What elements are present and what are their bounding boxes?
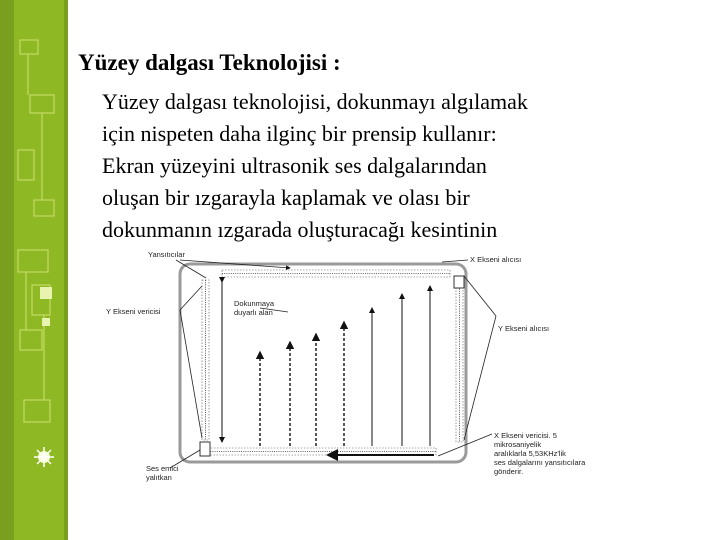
label-sound-absorber-line: yalıtkan — [146, 473, 172, 482]
label-touch-area-line: Dokunmaya — [234, 299, 275, 308]
slide-title: Yüzey dalgası Teknolojisi : — [78, 50, 341, 75]
label-x-transmitter-line: gönderir. — [494, 467, 524, 476]
label-sound-absorber-line: Ses emici — [146, 464, 179, 473]
label-x-receiver: X Ekseni alıcısı — [470, 255, 522, 264]
x-receiver — [454, 276, 464, 288]
label-touch-area-line: duyarlı alan — [234, 308, 273, 317]
body-line: oluşan bir ızgarayla kaplamak ve olası bir — [102, 185, 470, 210]
saw-diagram — [92, 246, 586, 490]
sparkle-icon — [34, 447, 54, 467]
body-line: için nispeten daha ilginç bir prensip kullanır: — [102, 121, 497, 146]
label-reflectors: Yansıtıcılar — [148, 250, 185, 259]
label-touch-area — [234, 299, 274, 317]
body-line: Yüzey dalgası teknolojisi, dokunmayı algılamak — [102, 89, 528, 114]
decorative-sidebar — [0, 0, 68, 540]
label-sound-absorber — [146, 464, 179, 482]
label-y-receiver: Y Ekseni alıcısı — [498, 324, 550, 333]
screen-frame — [180, 264, 466, 462]
label-x-transmitter-line: X Ekseni vericisi. 5 — [494, 431, 557, 440]
circuit-pattern-icon — [0, 0, 68, 540]
y-transmitter — [200, 442, 210, 456]
label-y-transmitter: Y Ekseni vericisi — [106, 307, 161, 316]
saw-diagram-drawing — [92, 246, 562, 490]
label-x-transmitter-line: aralıklarla 5,53KHz'lik — [494, 449, 566, 458]
label-x-transmitter — [494, 431, 585, 476]
label-x-transmitter-line: mikrosaniyelik — [494, 440, 542, 449]
label-x-transmitter-line: ses dalgalarını yansıtıcılara — [494, 458, 586, 467]
slide-body — [102, 86, 712, 246]
body-line: dokunmanın ızgarada oluşturacağı kesintinin — [102, 217, 498, 242]
body-line: Ekran yüzeyini ultrasonik ses dalgalarından — [102, 153, 487, 178]
